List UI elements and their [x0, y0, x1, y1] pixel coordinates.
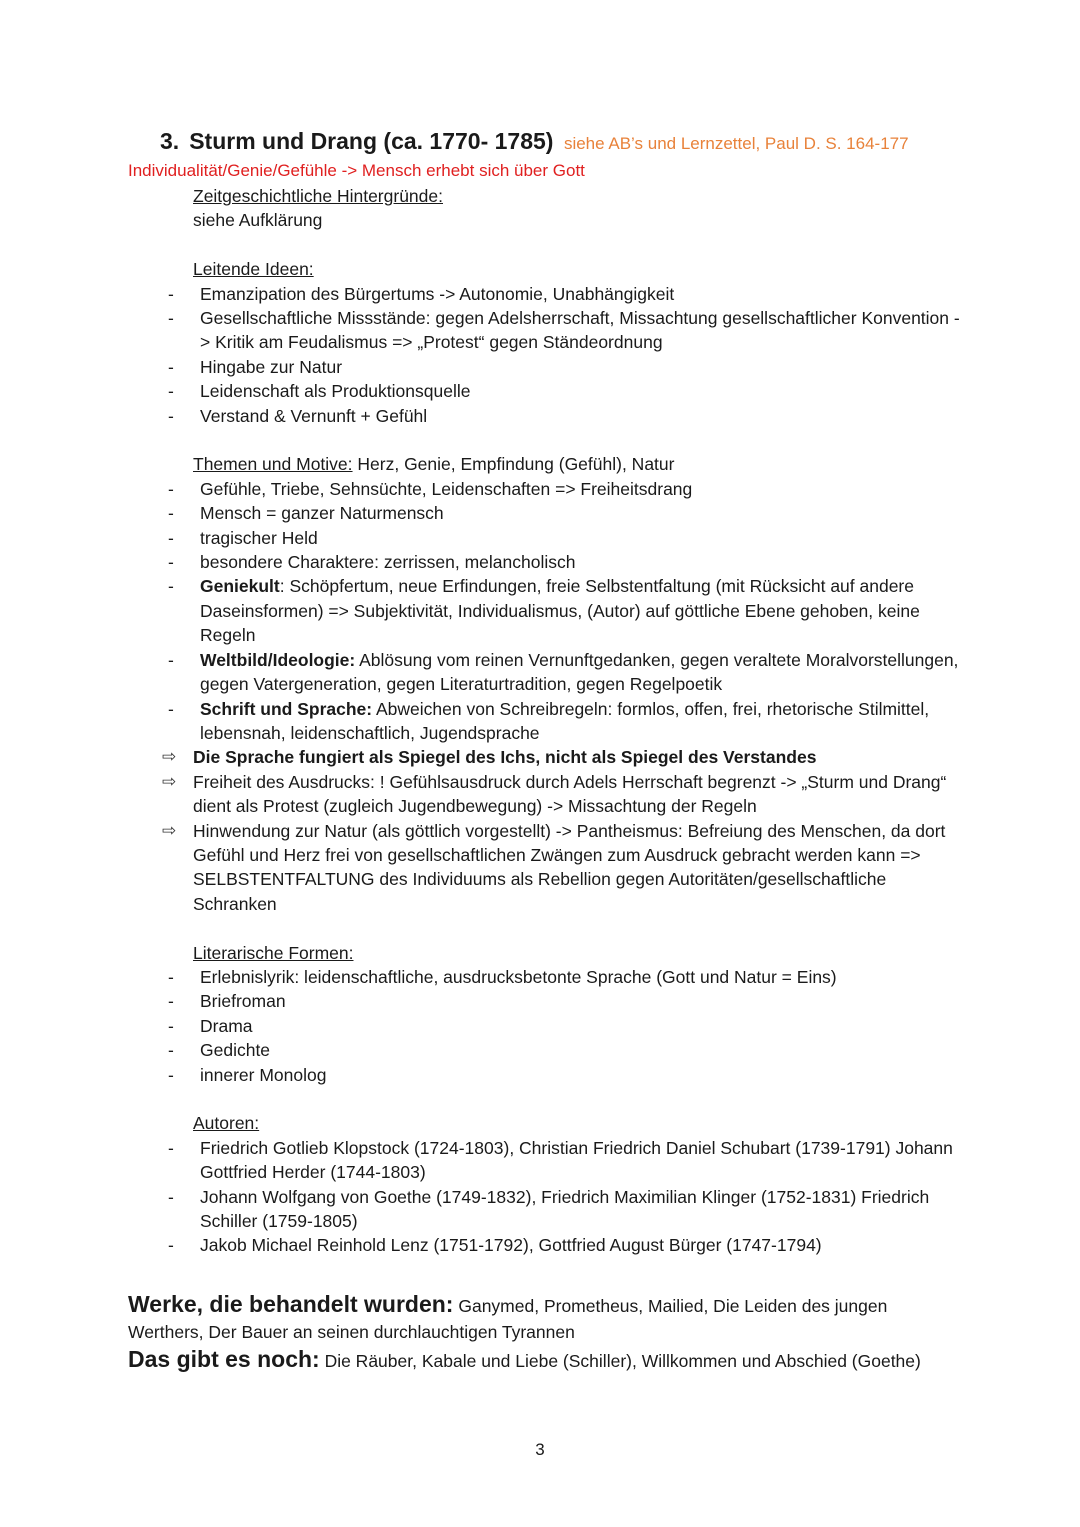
- arrow-list: [128, 745, 968, 916]
- weltbild-text: Ablösung vom reinen Vernunftgedanken, gegen veraltete Moralvorstellungen, gegen Vatergeneration, gegen Literaturtradition, gegen Regelpoetik: [200, 649, 959, 695]
- themen-heading: Themen und Motive:: [193, 454, 353, 475]
- arrow-item: ⇨ Die Sprache fungiert als Spiegel des Ichs, nicht als Spiegel des Verstandes: [128, 745, 968, 769]
- section-reference-note: siehe AB’s und Lernzettel, Paul D. S. 164-177: [563, 134, 909, 153]
- hintergruende-heading: Zeitgeschichtliche Hintergründe:: [193, 186, 443, 206]
- themen-list: [128, 477, 968, 745]
- arrow-right-icon: ⇨: [162, 747, 177, 767]
- list-item: - Gedichte: [128, 1038, 968, 1062]
- page-number: 3: [535, 1440, 545, 1459]
- ideen-heading: Leitende Ideen:: [193, 259, 314, 280]
- geniekult-text: : Schöpfertum, neue Erfindungen, freie Selbstentfaltung (mit Rücksicht auf andere Daseinsformen) => Subjektivität, Individualismus, (Autor) auf göttliche Ebene gehoben, keine Regeln: [200, 576, 920, 646]
- section-number: 3.: [160, 128, 180, 154]
- formen-heading: Literarische Formen:: [193, 942, 354, 963]
- werke-label: Werke, die behandelt wurden:: [128, 1291, 454, 1317]
- list-item: - Briefroman: [128, 989, 968, 1013]
- arrow-item: ⇨ Hinwendung zur Natur (als göttlich vorgestellt) -> Pantheismus: Befreiung des Menschen, da dort Gefühl und Herz frei von gesellschaftlichen Zwängen zum Ausdruck gebracht werden kann => SELBSTENTFALTUNG des Individuums als Rebellion gegen Autoritäten/gesellschaftliche Schranken: [162, 820, 946, 914]
- ideen-list: [128, 282, 968, 428]
- list-item: - Mensch = ganzer Naturmensch: [128, 501, 968, 525]
- list-item: - Erlebnislyrik: leidenschaftliche, ausdrucksbetonte Sprache (Gott und Natur = Eins): [128, 965, 968, 989]
- list-item: - Hingabe zur Natur: [128, 355, 968, 379]
- list-item: - Friedrich Gotlieb Klopstock (1724-1803), Christian Friedrich Daniel Schubart (1739-1791) Johann Gottfried Herder (1744-1803): [128, 1136, 968, 1185]
- schrift-text: Abweichen von Schreibregeln: formlos, offen, frei, rhetorische Stilmittel, lebensnah, leidenschaftlich, Jugendsprache: [200, 698, 930, 743]
- list-item-schrift: [128, 697, 968, 746]
- list-item-weltbild: [128, 648, 968, 697]
- content-block: [128, 184, 968, 1258]
- section-title: Sturm und Drang (ca. 1770- 1785): [189, 128, 554, 154]
- arrow-item: ⇨ Freiheit des Ausdrucks: ! Gefühlsausdruck durch Adels Herrschaft begrenzt -> „Sturm und Drang“ dient als Protest (zugleich Jugendbewegung) -> Missachtung der Regeln: [162, 771, 947, 817]
- list-item: - besondere Charaktere: zerrissen, melancholisch: [128, 550, 968, 574]
- noch-text: Die Räuber, Kabale und Liebe (Schiller), Willkommen und Abschied (Goethe): [319, 1351, 921, 1371]
- noch-paragraph: [128, 1346, 948, 1374]
- werke-text: Ganymed, Prometheus, Mailied, Die Leiden des jungen Werthers, Der Bauer an seinen durchlauchtigen Tyrannen: [128, 1296, 888, 1342]
- geniekult-label: Geniekult: [200, 576, 280, 597]
- weltbild-label: Weltbild/Ideologie:: [200, 649, 356, 670]
- autoren-heading: Autoren:: [193, 1113, 260, 1134]
- hintergruende-text: siehe Aufklärung: [193, 210, 323, 231]
- schrift-label: Schrift und Sprache:: [200, 698, 373, 719]
- werke-paragraph: [128, 1291, 948, 1345]
- themen-heading-line: [128, 452, 968, 476]
- list-item: - Gefühle, Triebe, Sehnsüchte, Leidenschaften => Freiheitsdrang: [128, 477, 968, 501]
- list-item-geniekult: [128, 574, 968, 647]
- noch-label: Das gibt es noch:: [128, 1346, 320, 1372]
- autoren-list: [128, 1136, 968, 1258]
- arrow-right-icon: ⇨: [162, 820, 177, 840]
- arrow-right-icon: ⇨: [162, 771, 177, 791]
- section-heading: [160, 128, 909, 155]
- formen-list: [128, 965, 968, 1087]
- list-item: - Verstand & Vernunft + Gefühl: [128, 404, 968, 428]
- themen-heading-rest: Herz, Genie, Empfindung (Gefühl), Natur: [352, 454, 675, 475]
- list-item: - Drama: [128, 1014, 968, 1038]
- list-item: - tragischer Held: [128, 526, 968, 550]
- list-item: - Johann Wolfgang von Goethe (1749-1832), Friedrich Maximilian Klinger (1752-1831) Friedrich Schiller (1759-1805): [128, 1185, 968, 1234]
- list-item: - Emanzipation des Bürgertums -> Autonomie, Unabhängigkeit: [128, 282, 968, 306]
- list-item: - innerer Monolog: [128, 1063, 968, 1087]
- list-item: - Jakob Michael Reinhold Lenz (1751-1792), Gottfried August Bürger (1747-1794): [128, 1233, 968, 1257]
- section-subtitle: Individualität/Genie/Gefühle -> Mensch erhebt sich über Gott: [128, 161, 585, 180]
- list-item: - Gesellschaftliche Missstände: gegen Adelsherrschaft, Missachtung gesellschaftlicher Konvention -> Kritik am Feudalismus => „Protest“ gegen Ständeordnung: [128, 306, 968, 355]
- list-item: - Leidenschaft als Produktionsquelle: [128, 379, 968, 403]
